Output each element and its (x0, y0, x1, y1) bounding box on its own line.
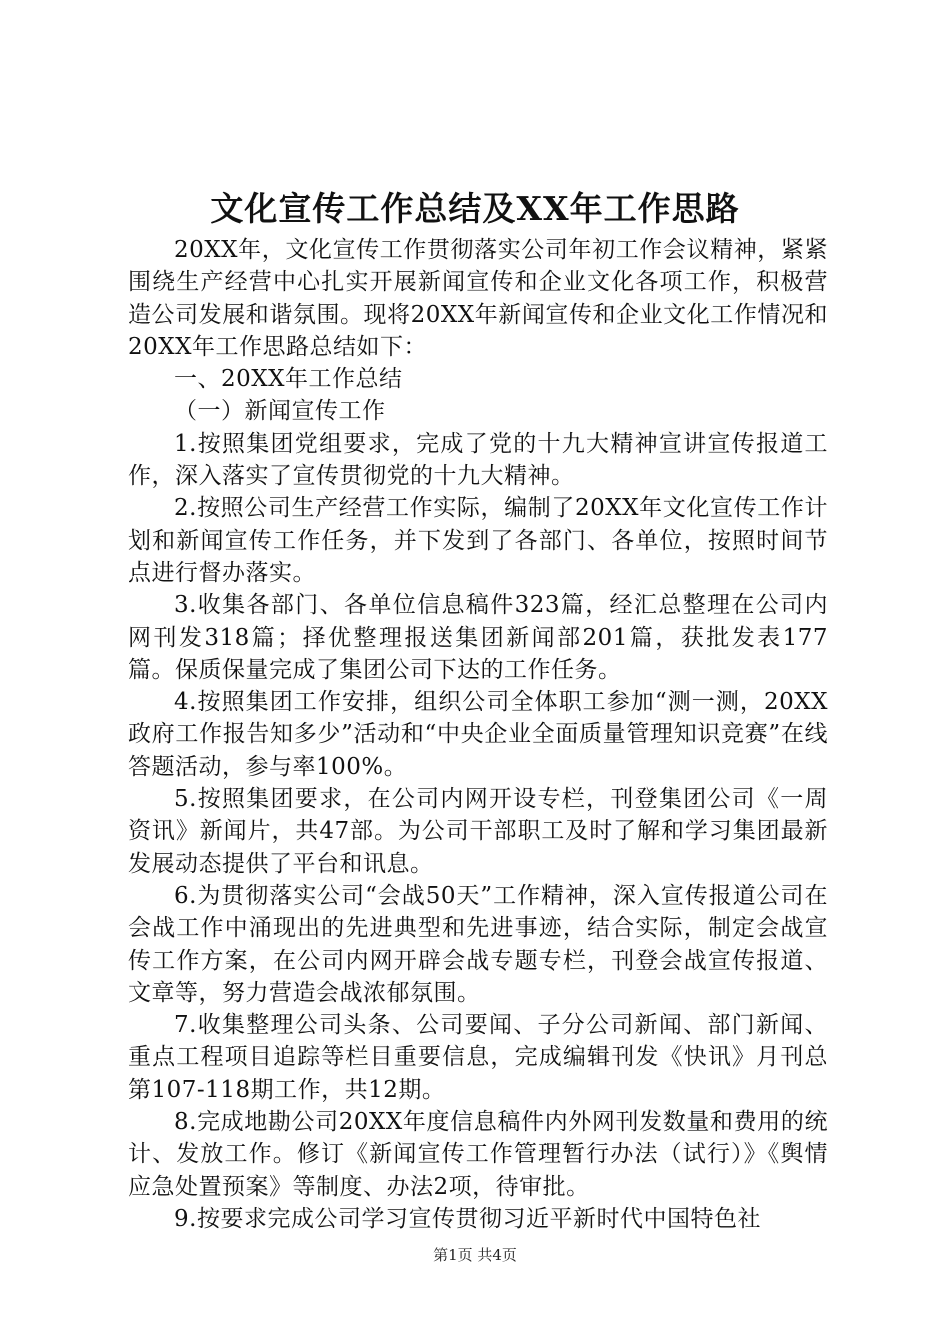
item-paragraph: 3.收集各部门、各单位信息稿件323篇，经汇总整理在公司内网刊发318篇；择优整理报送集团新闻部201篇，获批发表177篇。保质保量完成了集团公司下达的工作任务。 (128, 592, 828, 683)
item-paragraph: 1.按照集团党组要求，完成了党的十九大精神宣讲宣传报道工作，深入落实了宣传贯彻党的十九大精神。 (128, 430, 828, 490)
document-body (128, 234, 828, 1235)
document-title: 文化宣传工作总结及XX年工作思路 (210, 189, 740, 228)
item-paragraph: 4.按照集团工作安排，组织公司全体职工参加“测一测，20XX政府工作报告知多少”活动和“中央企业全面质量管理知识竞赛”在线答题活动，参与率100%。 (128, 689, 828, 780)
item-paragraph: 8.完成地勘公司20XX年度信息稿件内外网刊发数量和费用的统计、发放工作。修订《新闻宣传工作管理暂行办法（试行）》《舆情应急处置预案》等制度、办法2项，待审批。 (128, 1109, 828, 1200)
section-heading: 一、20XX年工作总结 (174, 366, 403, 393)
item-paragraph: 5.按照集团要求，在公司内网开设专栏，刊登集团公司《一周资讯》新闻片，共47部。为公司干部职工及时了解和学习集团最新发展动态提供了平台和讯息。 (128, 786, 828, 877)
intro-paragraph: 20XX年，文化宣传工作贯彻落实公司年初工作会议精神，紧紧围绕生产经营中心扎实开展新闻宣传和企业文化各项工作，积极营造公司发展和谐氛围。现将20XX年新闻宣传和企业文化工作情况和20XX年工作思路总结如下： (128, 237, 828, 360)
item-paragraph: 7.收集整理公司头条、公司要闻、子分公司新闻、部门新闻、重点工程项目追踪等栏目重要信息，完成编辑刊发《快讯》月刊总第107-118期工作，共12期。 (128, 1012, 828, 1103)
item-paragraph: 2.按照公司生产经营工作实际，编制了20XX年文化宣传工作计划和新闻宣传工作任务，并下发到了各部门、各单位，按照时间节点进行督办落实。 (128, 495, 828, 586)
item-paragraph: 9.按要求完成公司学习宣传贯彻习近平新时代中国特色社 (174, 1205, 761, 1232)
subsection-heading: （一）新闻宣传工作 (174, 398, 386, 425)
item-paragraph: 6.为贯彻落实公司“会战50天”工作精神，深入宣传报道公司在会战工作中涌现出的先进典型和先进事迹，结合实际，制定会战宣传工作方案，在公司内网开辟会战专题专栏，刊登会战宣传报道、文章等，努力营造会战浓郁氛围。 (128, 882, 828, 1006)
page-footer: 第1页 共4页 (433, 1246, 517, 1264)
